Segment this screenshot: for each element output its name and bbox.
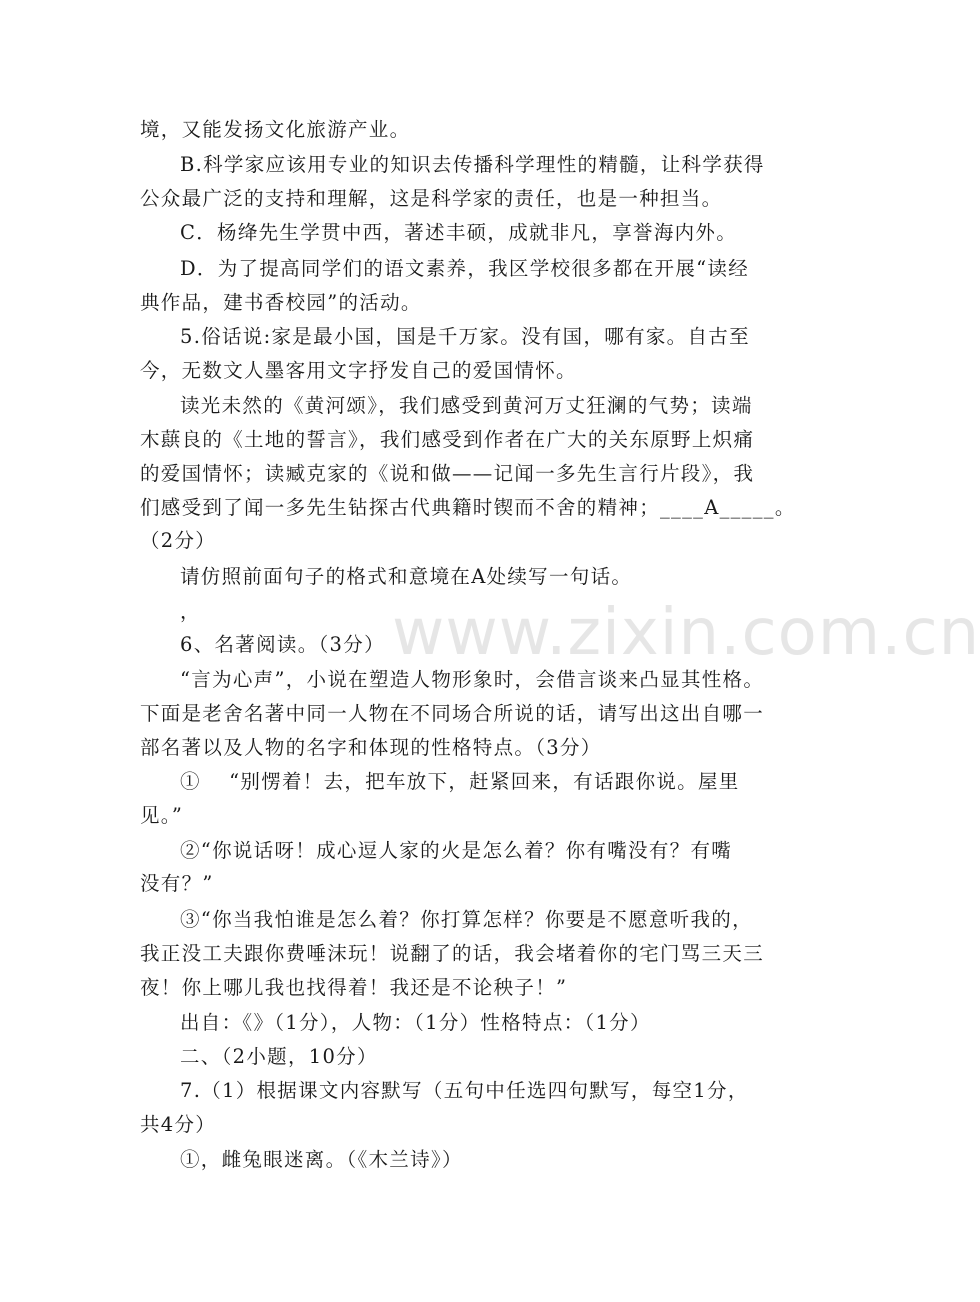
text-line: 的爱国情怀；读臧克家的《说和做——记闻一多先生言行片段》，我 bbox=[140, 462, 755, 485]
text-line: 读光未然的《黄河颂》，我们感受到黄河万丈狂澜的气势；读端 bbox=[180, 394, 753, 417]
text-line: 今，无数文人墨客用文字抒发自己的爱国情怀。 bbox=[140, 359, 577, 382]
text-line: 下面是老舍名著中同一人物在不同场合所说的话，请写出这出自哪一 bbox=[140, 702, 765, 725]
option-c-line: C．杨绛先生学贯中西，著述丰硕，成就非凡，享誉海内外。 bbox=[180, 221, 738, 244]
text-line: 没有？” bbox=[140, 872, 214, 895]
question-5-line: 5.俗话说:家是最小国，国是千万家。没有国，哪有家。自古至 bbox=[180, 325, 750, 348]
text-line: 见。” bbox=[140, 804, 184, 827]
watermark: www.zixin.com.cn bbox=[392, 596, 980, 670]
quote-2-line: ②“你说话呀！成心逗人家的火是怎么着？你有嘴没有？有嘴 bbox=[180, 839, 733, 862]
comma-line: ， bbox=[180, 600, 201, 623]
answer-fields-line: 出自：《》（1分），人物：（1分）性格特点：（1分） bbox=[180, 1011, 651, 1034]
text-line: 木蕻良的《土地的誓言》，我们感受到作者在广大的关东原野上炽痛 bbox=[140, 428, 755, 451]
quote-3-line: ③“你当我怕谁是怎么着？你打算怎样？你要是不愿意听我的， bbox=[180, 908, 753, 931]
question-6-heading: 6、名著阅读。（3分） bbox=[180, 633, 385, 656]
section-heading: 二、（2小题，10分） bbox=[180, 1045, 378, 1068]
option-b-line: B.科学家应该用专业的知识去传播科学理性的精髓，让科学获得 bbox=[180, 153, 765, 176]
text-line: 夜！你上哪儿我也找得着！我还是不论秧子！” bbox=[140, 976, 568, 999]
text-line: 境，又能发扬文化旅游产业。 bbox=[140, 118, 411, 141]
option-d-line: D．为了提高同学们的语文素养，我区学校很多都在开展“读经 bbox=[180, 257, 750, 280]
text-line: 典作品，建书香校园”的活动。 bbox=[140, 291, 422, 314]
instruction-line: 请仿照前面句子的格式和意境在A处续写一句话。 bbox=[180, 565, 633, 588]
score-note: （2分） bbox=[140, 529, 217, 552]
text-line: 部名著以及人物的名字和体现的性格特点。（3分） bbox=[140, 736, 602, 759]
dictation-item-1: ①，雌兔眼迷离。（《木兰诗》） bbox=[180, 1148, 463, 1171]
text-line: 我正没工夫跟你费唾沫玩！说翻了的话，我会堵着你的宅门骂三天三 bbox=[140, 942, 765, 965]
text-line: “言为心声”，小说在塑造人物形象时，会借言谈来凸显其性格。 bbox=[180, 668, 765, 691]
text-line: 公众最广泛的支持和理解，这是科学家的责任，也是一种担当。 bbox=[140, 187, 723, 210]
quote-1-line: ① “别愣着！去，把车放下，赶紧回来，有话跟你说。屋里 bbox=[180, 770, 740, 793]
text-line: 共4分） bbox=[140, 1113, 217, 1136]
question-7-line: 7.（1）根据课文内容默写（五句中任选四句默写，每空1分， bbox=[180, 1079, 749, 1102]
answer-blank-line: 们感受到了闻一多先生钻探古代典籍时锲而不舍的精神；____A_____。 bbox=[140, 496, 796, 519]
